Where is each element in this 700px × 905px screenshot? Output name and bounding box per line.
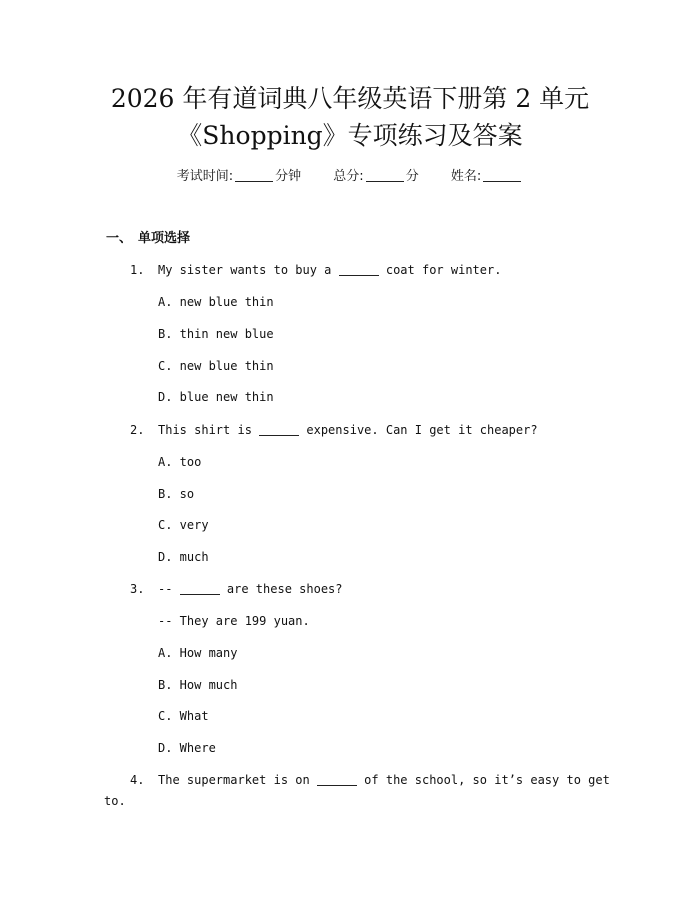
doc-title-line2: 《Shopping》专项练习及答案 — [177, 121, 523, 150]
section-number: 一、 — [106, 231, 133, 246]
stem-text: The supermarket is on — [158, 773, 317, 787]
exam-meta — [0, 167, 700, 187]
stem-text: This shirt is — [158, 423, 260, 437]
stem-text: My sister wants to buy a — [158, 263, 339, 277]
score-label: 总分: — [333, 169, 364, 184]
option[interactable]: A. new blue thin — [158, 295, 274, 309]
section-heading — [106, 229, 190, 249]
stem-text: are these shoes? — [219, 582, 343, 596]
stem-text: of the school, so it’s easy to get — [356, 773, 610, 787]
time-blank[interactable] — [235, 167, 273, 182]
name-blank[interactable] — [483, 167, 521, 182]
question-stem-continuation: to. — [104, 794, 126, 808]
option[interactable]: D. blue new thin — [158, 390, 274, 404]
question-number: 4. — [130, 773, 145, 787]
question-stem-line2: -- They are 199 yuan. — [158, 614, 310, 628]
option[interactable]: A. too — [158, 455, 202, 469]
stem-text: -- — [158, 582, 180, 596]
option[interactable]: D. much — [158, 550, 209, 564]
name-field — [451, 167, 523, 187]
time-unit: 分钟 — [275, 169, 302, 184]
score-field — [333, 167, 418, 187]
time-field — [177, 167, 301, 187]
answer-blank[interactable] — [317, 772, 357, 786]
option[interactable]: C. new blue thin — [158, 359, 274, 373]
question-number: 2. — [130, 423, 145, 437]
stem-text: coat for winter. — [378, 263, 502, 277]
name-label: 姓名: — [450, 169, 482, 184]
score-blank[interactable] — [366, 167, 404, 182]
option[interactable]: A. How many — [158, 646, 238, 660]
score-unit: 分 — [405, 169, 419, 184]
answer-blank[interactable] — [259, 422, 299, 436]
time-label: 考试时间: — [176, 169, 234, 184]
question-stem — [158, 260, 501, 280]
question-number: 1. — [130, 263, 145, 277]
option[interactable]: B. How much — [158, 678, 238, 692]
question-number: 3. — [130, 582, 145, 596]
stem-text: expensive. Can I get it cheaper? — [299, 423, 538, 437]
question-stem — [158, 420, 538, 440]
question-stem — [158, 579, 343, 599]
section-title: 单项选择 — [138, 231, 191, 246]
answer-blank[interactable] — [180, 581, 220, 595]
option[interactable]: B. thin new blue — [158, 327, 274, 341]
doc-title-line1: 2026 年有道词典八年级英语下册第 2 单元 — [110, 84, 590, 113]
option[interactable]: C. very — [158, 518, 209, 532]
question-stem — [158, 770, 610, 790]
option[interactable]: B. so — [158, 487, 195, 501]
option[interactable]: D. Where — [158, 741, 216, 755]
answer-blank[interactable] — [339, 262, 379, 276]
option[interactable]: C. What — [158, 709, 209, 723]
